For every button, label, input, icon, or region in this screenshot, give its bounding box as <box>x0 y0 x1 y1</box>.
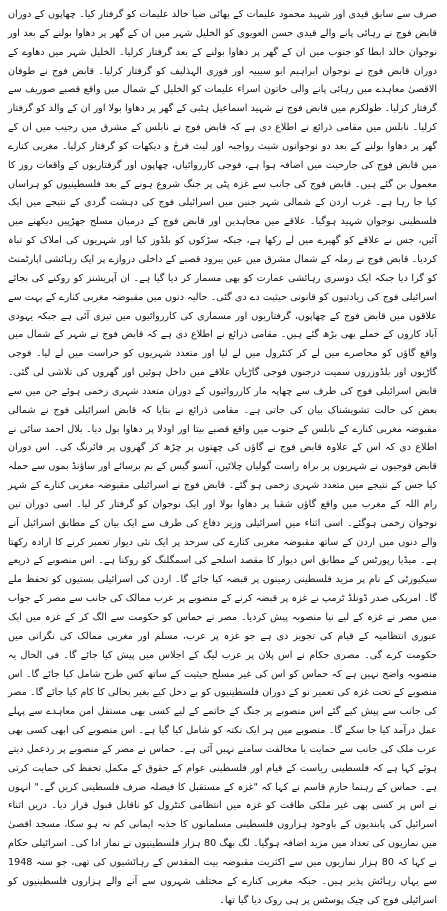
article-body: صرف سے سابق قیدی اور شہید محمود علیمات کے بھائی ضیا خالد علیمات کو گرفتار کیا۔ چھاپوں کے دوران قابض فوج نے رہائی پانے والے قیدی حسن العویوی کو الخلیل شہر میں ان کے گھر پر دھاوا بولنے کے بعد اور نوجوان خالد ابطا کو جنوب میں ان کے گھر پر دھاوا بولنے کے بعد گرفتار کرلیا۔ الخلیل شہر میں دھاوے کے دوران قابض فوج نے نوجوان ابراہیم ابو سیبیہ اور فوزی الہذلیف کو گرفتار کرلیا۔ قابض فوج نے طوفان الاقصیٰ معاہدے میں رہائی پانے والی خاتون اسراء علیمات کو الخلیل کے شمال میں واقع قصبے صوریف سے گرفتار کرلیا۔ طولکرم میں قابض فوج نے شہید اسماعیل ہٹبی کے گھر پر دھاوا بولا اور ان کے والد کو گرفتار کرلیا۔ نابلس میں مقامی ذرائع نے اطلاع دی ہے کہ قابض فوج نے نابلس کے مشرق میں رجیب میں ان کے گھر پر دھاوا بولنے کے بعد دو نوجوانوں شیث رواجبہ اور لیث فرحٰ و دیکھات کو گرفتار کرلیا۔ مغربی کنارے میں قابض فوج کی جارحیت میں اضافہ ہوا ہے، فوجی کارروائیاں، چھاپوں اور گرفتاریوں کے واقعات روز کا معمول بن گئے ہیں۔ قابض فوج کی جانب سے غزہ پٹی پر جنگ شروع ہونے کے بعد فلسطینیوں کو ہراساں کیا جا رہا ہے۔ غرب اردن کے شمالی شہر جنین میں اسرائیلی فوج کی دہشت گردی کے نتیجے میں ایک فلسطینی نوجوان شہید ہوگیا۔ علاقے میں مجاہدین اور قابض فوج کے درمیان مسلح جھڑپیں دیکھنے میں آئیں، جس نے علاقے کو گھیرے میں لے رکھا ہے، جبکہ سڑکوں کو بلڈوز کیا اور شہریوں کی املاک کو تباہ کردیا۔ قابض فوج نے رملہ کے شمال مشرق میں عین یبرود قصبے کے داخلی دروازے پر ایک رہائشی اپارٹمنٹ کو گرا دیا جبکہ ایک دوسری رہائشی عمارت کو بھی مسمار کر دیا گیا ہے۔ ان آپریشنز کو روکنے کی بجائے اسرائیلی فوج کی زیادتیوں کو قانونی حیثیت دے دی گئی۔ حالیہ دنوں میں مقبوضہ مغربی کنارے کے بہت سے علاقوں میں قابض فوج کے چھاپوں، گرفتاریوں اور مسماری کی کارروائیوں میں تیزی آئی ہے جبکہ یہودی آباد کاروں کے حملے بھی بڑھ گئے ہیں۔ مقامی ذرائع نے اطلاع دی ہے کہ قابض فوج نے شہر کے شمال میں واقع گاؤں کو محاصرے میں لے کر کنٹرول میں لے لیا اور متعدد شہریوں کو حراست میں لے لیا۔ فوجی گاڑیوں اور بلڈوزروں سمیت درجنوں فوجی گاڑیاں علاقے میں داخل ہوئیں اور گھروں کی تلاشی لی گئی۔ قابض اسرائیلی فوج کی طرف سے چھاپہ مار کارروائیوں کے دوران متعدد شہری زخمی ہوئے جن میں سے بعض کی حالت تشویشناک بیان کی جاتی ہے۔ مقامی ذرائع نے بتایا کہ قابض اسرائیلی فوج نے شمالی مقبوضہ مغربی کنارے کے نابلس کے جنوب میں واقع قصبے بیتا اور اودلا پر دھاوا بول دیا۔ بلال احمد سائی نے اطلاع دی کہ اس کے علاوہ قابض فوج نے گاؤں کی چھتوں پر چڑھ کر گھروں پر فائرنگ کی۔ اس دوران قابض فوجیوں نے شہریوں پر براہ راست گولیاں چلائیں، آنسو گیس کے بم برسائے اور ساؤنڈ بموں سے حملہ کیا جس کے نتیجے میں متعدد شہری زخمی ہو گئے۔ قابض فوج نے اسرائیلی مقبوضہ مغربی کنارے کے شہر رام اللہ کے مغرب میں واقع گاؤں شقبا پر دھاوا بولا اور ایک نوجوان کو گرفتار کر لیا۔ اسی دوران تین نوجوان زخمی ہوگئے۔ اسی اثناء میں اسرائیلی وزیر دفاع کی طرف سے ایک بیان کے مطابق اسرائیل آنے والے دنوں میں اردن کے ساتھ مقبوضہ مغربی کنارے کی سرحد پر ایک نئی دیوار تعمیر کرنے کا ارادہ رکھتا ہے۔ میڈیا رپورٹس کے مطابق اس دیوار کا مقصد اسلحے کی اسمگلنگ کو روکنا ہے۔ اس منصوبے کے ذریعے سیکیورٹی کے نام پر مزید فلسطینی زمینوں پر قبضہ کیا جائے گا۔ اردن کی اسرائیلی بستیوں کو تحفظ ملے گا۔ امریکی صدر ڈونلڈ ٹرمپ نے غزہ پر قبضہ کرنے کے منصوبے پر عرب ممالک کی جانب سے مصر کے جواب میں مصر نے غزہ کے لیے نیا منصوبہ پیش کردیا۔ مصر نے حماس کو حکومت سے الگ کر کے غزہ میں ایک عبوری انتظامیہ کے قیام کی تجویز دی ہے جو غزہ پر عرب، مسلم اور مغربی ممالک کی نگرانی میں حکومت کرے گی۔ مصری حکام نے اس پلان پر عرب لیگ کے اجلاس میں پیش کیا جائے گا۔ فی الحال یہ منصوبہ واضح نہیں ہے کہ حماس کو اس کی غیر مسلح حیثیت کے ساتھ کس طرح شامل کیا جائے گا۔ اس منصوبے کے تحت غزہ کی تعمیر نو کے دوران فلسطینیوں کو بے دخل کیے بغیر بحالی کا کام کیا جائے گا۔ مصر کی جانب سے پیش کیے گئے اس منصوبے پر جنگ کے خاتمے کے لیے کسی بھی مستقل امن معاہدے سے پہلے عمل درآمد کیا جا سکے گا۔ منصوبے میں ہر ایک نکتہ کو شامل کیا گیا ہے۔ اس منصوبے کی ابھی کسی بھی عرب ملک کی جانب سے حمایت یا مخالفت سامنے نہیں آئی ہے۔ حماس نے مصر کے منصوبے پر ردعمل دیتے ہوئے کہا ہے کہ فلسطینی ریاست کے قیام اور فلسطینی عوام کے حقوق کے مکمل تحفظ کی حمایت کرتی ہے۔ حماس کے رہنما حازم قاسم نے کہا کہ "غزہ کے مستقبل کا فیصلہ صرف فلسطینی کریں گے۔" انہوں نے اس پر کسی بھی غیر ملکی طاقت کو غزہ میں انتظامی کنٹرول کو ناقابل قبول قرار دیا۔ دریں اثناء اسرائیل کی پابندیوں کے باوجود ہزاروں فلسطینی مسلمانوں کا جذبہ ایمانی کم نہ ہو سکا، مسجد اقصیٰ میں نمازیوں کی تعداد میں مزید اضافہ ہوگیا۔ لگ بھگ 80 ہزار فلسطینیوں نے نماز ادا کی۔ اسرائیلی حکام نے کہا کہ 80 ہزار نمازیوں میں سے اکثریت مقبوضہ بیت المقدس کے رہائشیوں کی تھی، جو سنہ 1948 سے یہاں رہائش پذیر ہیں۔ جبکہ مغربی کنارے کے مختلف شہروں سے آنے والے ہزاروں فلسطینیوں کو اسرائیلی فوج کی چیک پوسٹس پر ہی روک دیا گیا تھا۔ <box>8 9 437 906</box>
